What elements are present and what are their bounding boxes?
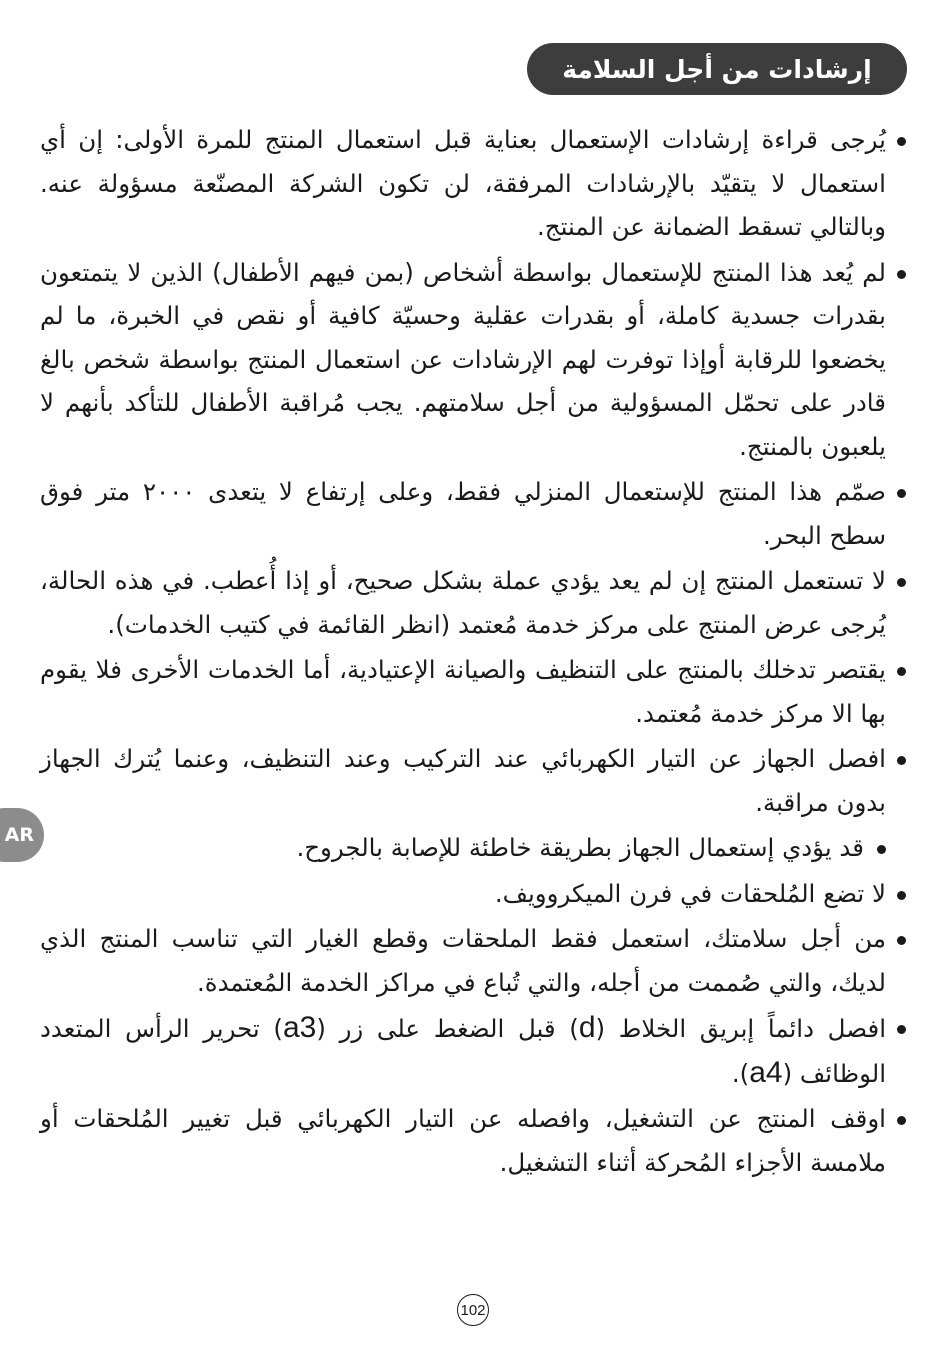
instruction-text: من أجل سلامتك، استعمل فقط الملحقات وقطع الغيار التي تناسب المنتج الذي لديك، والتي صُممت من أجله، والتي تُباع في مراكز الخدمة المُعتمدة. xyxy=(40,924,886,997)
part-label-d: d xyxy=(578,1011,596,1044)
bullet-icon xyxy=(897,137,906,146)
bullet-icon xyxy=(897,1025,906,1034)
list-item xyxy=(40,917,906,1004)
instruction-text: لا تضع المُلحقات في فرن الميكروويف. xyxy=(494,878,886,908)
instruction-text-part: افصل دائماً إبريق الخلاط ( xyxy=(595,1014,887,1043)
bullet-icon xyxy=(897,270,906,279)
bullet-icon xyxy=(877,845,886,854)
page-number xyxy=(457,1294,489,1326)
list-item xyxy=(40,826,886,870)
list-item xyxy=(40,559,906,646)
bullet-icon xyxy=(897,936,906,945)
instruction-text: اوقف المنتج عن التشغيل، وافصله عن التيار الكهربائي قبل تغيير المُلحقات أو ملامسة الأجزاء المُحركة أثناء التشغيل. xyxy=(40,1104,886,1177)
list-item xyxy=(40,1006,906,1095)
instruction-list xyxy=(40,118,906,1184)
bullet-icon xyxy=(897,756,906,765)
instruction-text: يُرجى قراءة إرشادات الإستعمال بعناية قبل استعمال المنتج للمرة الأولى: إن أي استعمال لا يتقيّد بالإرشادات المرفقة، لن تكون الشركة المصنّعة مسؤولة عنه. وبالتالي تسقط الضمانة عن المنتج. xyxy=(40,125,886,241)
part-label-a4: a4 xyxy=(749,1055,783,1089)
instruction-text: لم يُعد هذا المنتج للإستعمال بواسطة أشخاص (بمن فيهم الأطفال) الذين لا يتمتعون بقدرات جسدية كاملة، أو بقدرات عقلية وحسيّة كافية أو نقص في الخبرة، ما لم يخضعوا للرقابة أوإذا توفرت لهم الإرشادات عن استعمال المنتج بواسطة شخص بالغ قادر على تحمّل المسؤولية من أجل سلامتهم. يجب مُراقبة الأطفال للتأكد بأنهم لا يلعبون بالمنتج. xyxy=(40,257,886,461)
safety-instructions xyxy=(40,118,906,1186)
page-number-text: 102 xyxy=(460,1301,486,1319)
section-title-text: إرشادات من أجل السلامة xyxy=(562,54,872,84)
bullet-icon xyxy=(897,489,906,498)
bullet-icon xyxy=(897,578,906,587)
list-item xyxy=(40,470,906,557)
list-item xyxy=(40,872,906,916)
instruction-text: قد يؤدي إستعمال الجهاز بطريقة خاطئة للإصابة بالجروح. xyxy=(296,833,864,862)
instruction-text-part: ). xyxy=(731,1058,750,1088)
instruction-text-part: ) قبل الضغط على زر ( xyxy=(316,1014,579,1043)
bullet-icon xyxy=(897,1116,906,1125)
bullet-icon xyxy=(897,891,906,900)
language-tab-label: AR xyxy=(4,824,34,846)
section-title xyxy=(527,43,907,95)
list-item xyxy=(40,737,906,824)
bullet-icon xyxy=(897,667,906,676)
language-tab xyxy=(0,808,44,862)
instruction-text: لا تستعمل المنتج إن لم يعد يؤدي عملة بشكل صحيح، أو إذا أُعطب. في هذه الحالة، يُرجى عرض المنتج على مركز خدمة مُعتمد (انظر القائمة في كتيب الخدمات). xyxy=(40,566,886,639)
instruction-text-part: ) تحرير الرأس المتعدد الوظائف ( xyxy=(40,1014,886,1088)
instruction-text: صمّم هذا المنتج للإستعمال المنزلي فقط، وعلى إرتفاع لا يتعدى ٢٠٠٠ متر فوق سطح البحر. xyxy=(40,477,886,550)
list-item xyxy=(40,118,906,249)
instruction-text: افصل الجهاز عن التيار الكهربائي عند التركيب وعند التنظيف، وعنما يُترك الجهاز بدون مراقبة. xyxy=(40,744,886,817)
list-item xyxy=(40,1097,906,1184)
list-item xyxy=(40,251,906,469)
list-item xyxy=(40,648,906,735)
part-label-a3: a3 xyxy=(282,1011,317,1044)
instruction-text: يقتصر تدخلك بالمنتج على التنظيف والصيانة الإعتيادية، أما الخدمات الأخرى فلا يقوم بها الا مركز خدمة مُعتمد. xyxy=(40,655,886,728)
